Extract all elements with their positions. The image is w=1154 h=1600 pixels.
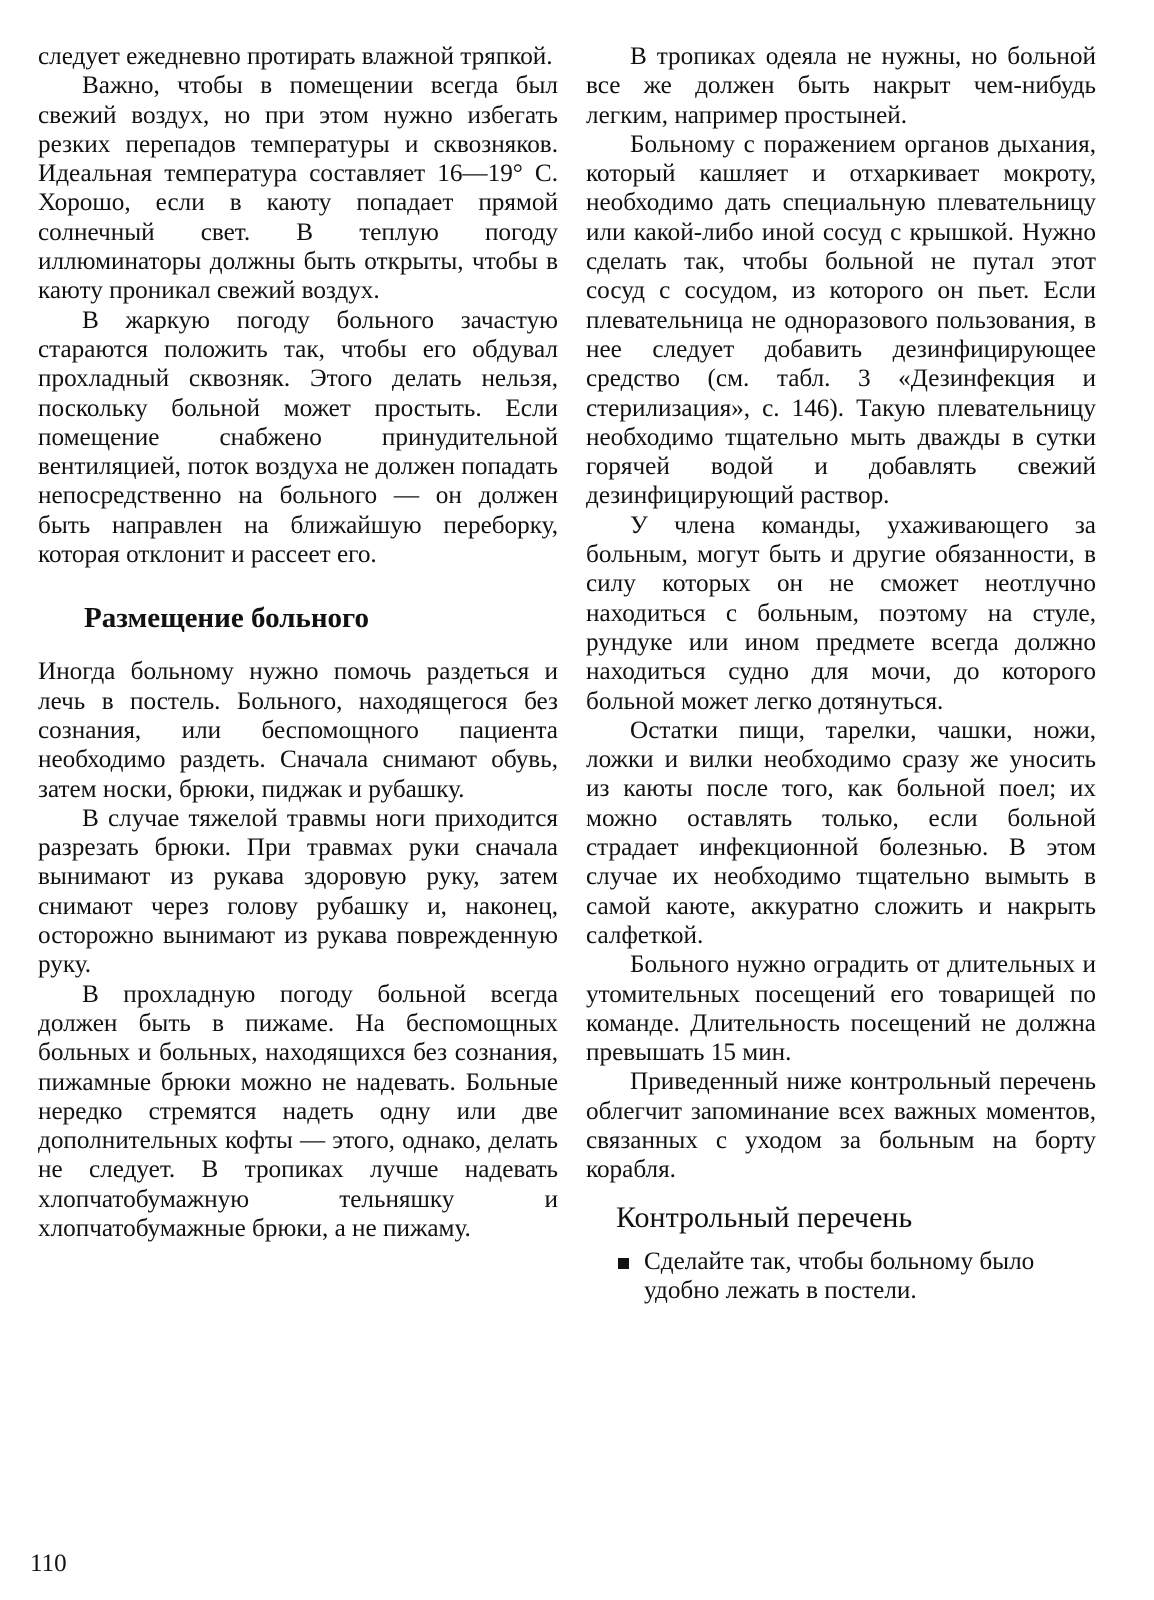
checklist — [586, 1247, 1096, 1306]
paragraph: Приведенный ниже контрольный перечень облегчит запоминание всех важных моментов, связанных с уходом за больным на борту корабля. — [586, 1068, 1096, 1184]
paragraph: Иногда больному нужно помочь раздеться и лечь в постель. Больного, находящегося без сознания, или беспомощного пациента необходимо раздеть. Сначала снимают обувь, затем носки, брюки, пиджак и рубашку. — [38, 658, 558, 803]
paragraph: Остатки пищи, тарелки, чашки, ножи, ложки и вилки необходимо сразу же уносить из каюты после того, как больной поел; их можно оставлять только, если больной страдает инфекционной болезнью. В этом случае их необходимо тщательно вымыть в самой каюте, аккуратно сложить и накрыть салфеткой. — [586, 716, 1096, 949]
checklist-title: Контрольный перечень — [616, 1200, 913, 1234]
paragraph: В тропиках одеяла не нужны, но больной все же должен быть накрыт чем-нибудь легким, например простыней. — [586, 43, 1096, 129]
checklist-item — [618, 1247, 1096, 1306]
paragraph: У члена команды, ухаживающего за больным, могут быть и другие обязанности, в силу которых он не сможет неотлучно находиться с больным, поэтому на стуле, рундуке или ином предмете всегда должно находиться судно для мочи, до которого больной может легко дотянуться. — [586, 511, 1096, 715]
checklist-item-text: Сделайте так, чтобы больному было удобно лежать в постели. — [644, 1247, 1035, 1304]
right-column — [586, 42, 1096, 1305]
paragraph: Важно, чтобы в помещении всегда был свежий воздух, но при этом нужно избегать резких перепадов температуры и сквозняков. Идеальная температура составляет 16—19° С. Хорошо, если в каюту попадает прямой солнечный свет. В теплую погоду иллюминаторы должны быть открыты, чтобы в каюту проникал свежий воздух. — [38, 72, 558, 305]
paragraph: В прохладную погоду больной всегда должен быть в пижаме. На беспомощных больных и больных, находящихся без сознания, пижамные брюки можно не надевать. Больные нередко стремятся надеть одну или две дополнительных кофты — этого, однако, делать не следует. В тропиках лучше надевать хлопчатобумажную тельняшку и хлопчатобумажные брюки, а не пижаму. — [38, 980, 558, 1242]
paragraph: следует ежедневно протирать влажной тряпкой. — [38, 43, 553, 70]
left-column — [38, 42, 558, 1243]
paragraph: В жаркую погоду больного зачастую стараются положить так, чтобы его обдувал прохладный сквозняк. Этого делать нельзя, поскольку больной может простыть. Если помещение снабжено принудительной вентиляцией, поток воздуха не должен попадать непосредственно на больного — он должен быть направлен на ближайшую переборку, которая отклонит и рассеет его. — [38, 306, 558, 569]
square-bullet-icon — [618, 1258, 629, 1269]
section-heading: Размещение больного — [84, 602, 369, 635]
paragraph: Больному с поражением органов дыхания, который кашляет и отхаркивает мокроту, необходимо дать специальную плевательницу или какой-либо иной сосуд с крышкой. Нужно сделать так, чтобы больной не путал этот сосуд с сосудом, из которого он пьет. Если плевательница не одноразового пользования, в нее следует добавить дезинфицирующее средство (см. табл. 3 «Дезинфекция и стерилизация», с. 146). Такую плевательницу необходимо тщательно мыть дважды в сутки горячей водой и добавлять свежий дезинфицирующий раствор. — [586, 130, 1096, 510]
paragraph: Больного нужно оградить от длительных и утомительных посещений его товарищей по команде. Длительность посещений не должна превышать 15 мин. — [586, 951, 1096, 1067]
paragraph: В случае тяжелой травмы ноги приходится разрезать брюки. При травмах руки сначала вынимают из рукава здоровую руку, затем снимают через голову рубашку и, наконец, осторожно вынимают из рукава поврежденную руку. — [38, 804, 558, 979]
page-number: 110 — [30, 1550, 67, 1577]
